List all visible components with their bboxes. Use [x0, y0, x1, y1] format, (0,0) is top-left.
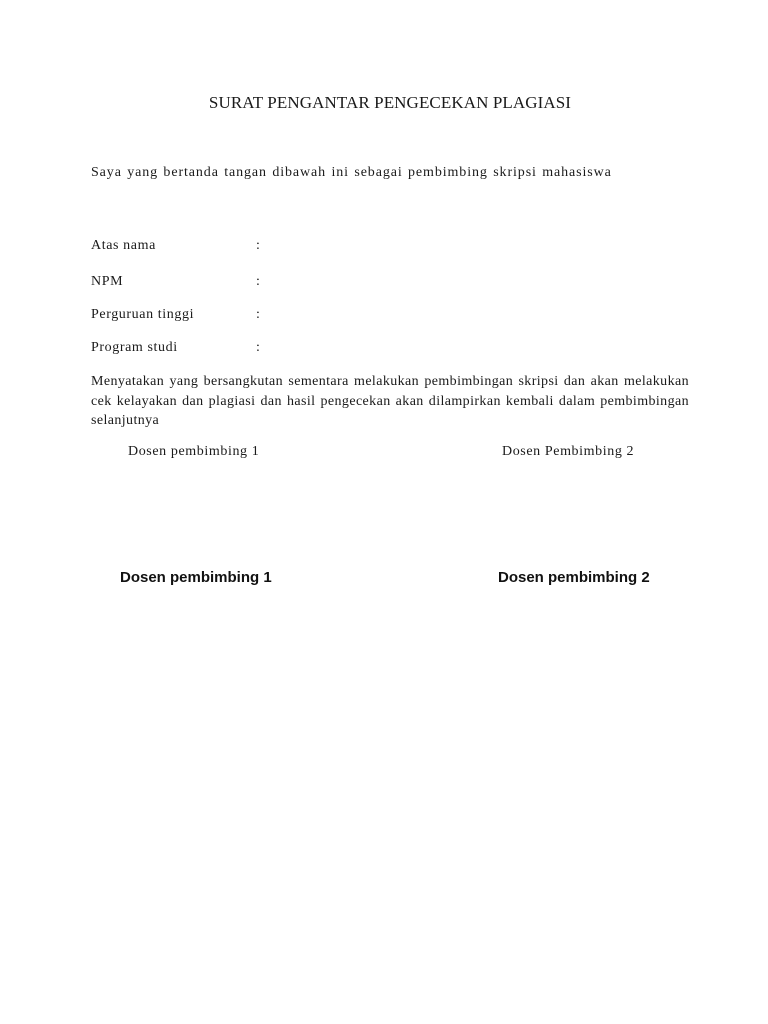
- field-colon: :: [256, 340, 261, 355]
- signature-name-left: Dosen pembimbing 1: [120, 569, 272, 586]
- field-colon: :: [256, 307, 261, 322]
- signature-label-right: Dosen Pembimbing 2: [502, 444, 635, 459]
- signature-label-left: Dosen pembimbing 1: [128, 444, 260, 459]
- signature-name-right: Dosen pembimbing 2: [498, 569, 650, 586]
- field-colon: :: [256, 274, 261, 289]
- document-title: SURAT PENGANTAR PENGECEKAN PLAGIASI: [208, 93, 572, 112]
- statement-paragraph: Menyatakan yang bersangkutan sementara melakukan pembimbingan skripsi dan akan melakukan cek kelayakan dan plagiasi dan hasil pengecekan akan dilampirkan kembali dalam pembimbingan selanjutnya: [91, 374, 689, 428]
- intro-paragraph: Saya yang bertanda tangan dibawah ini sebagai pembimbing skripsi mahasiswa: [91, 165, 612, 180]
- field-label: Perguruan tinggi: [91, 307, 195, 322]
- field-label: Atas nama: [91, 238, 156, 253]
- field-colon: :: [256, 238, 261, 253]
- field-label: Program studi: [91, 340, 178, 355]
- field-label: NPM: [91, 274, 124, 289]
